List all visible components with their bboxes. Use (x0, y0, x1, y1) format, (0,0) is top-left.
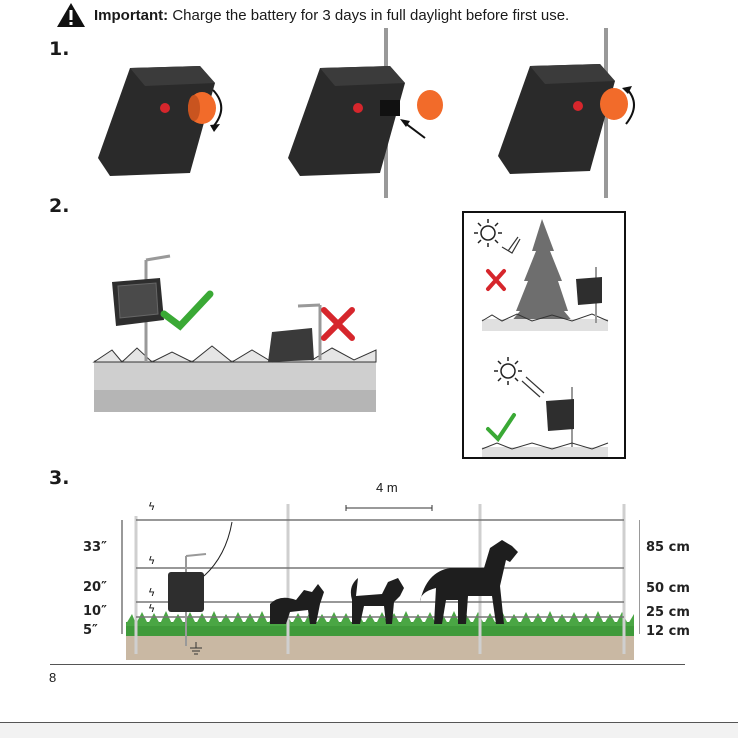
step2-placement-illustration (92, 250, 382, 415)
warning-triangle-icon (56, 2, 86, 28)
warning-text: Charge the battery for 3 days in full daylight before first use. (172, 6, 570, 24)
height-label-right-top: 85 cm (646, 540, 690, 555)
page-number: 8 (49, 670, 57, 685)
svg-text:ϟ: ϟ (148, 586, 156, 599)
footer-divider (50, 664, 685, 665)
height-label-right-3: 25 cm (646, 605, 690, 620)
step-number-1: 1. (49, 38, 70, 60)
warning-banner (56, 2, 569, 28)
step1-mounting-illustration (90, 28, 650, 200)
step3-fence-illustration (120, 496, 640, 662)
energizer-device-middle (288, 28, 443, 198)
height-label-right-2: 50 cm (646, 581, 690, 596)
svg-text:ϟ: ϟ (148, 500, 156, 513)
warning-label: Important: (94, 6, 169, 24)
energizer-device-right (498, 28, 634, 198)
step-number-2: 2. (49, 195, 70, 217)
step-number-3: 3. (49, 467, 70, 489)
post-spacing-label: 4 m (376, 480, 398, 495)
height-label-left-bottom: 5″ (83, 623, 98, 638)
height-label-left-3: 10″ (83, 604, 107, 619)
energizer-device-left (98, 66, 221, 176)
height-label-right-bottom: 12 cm (646, 624, 690, 639)
height-label-left-top: 33″ (83, 540, 107, 555)
svg-text:ϟ: ϟ (148, 602, 156, 615)
svg-text:ϟ: ϟ (148, 554, 156, 567)
height-label-left-2: 20″ (83, 580, 107, 595)
step2-shade-inset (462, 211, 626, 459)
viewer-bottom-bar (0, 722, 738, 738)
